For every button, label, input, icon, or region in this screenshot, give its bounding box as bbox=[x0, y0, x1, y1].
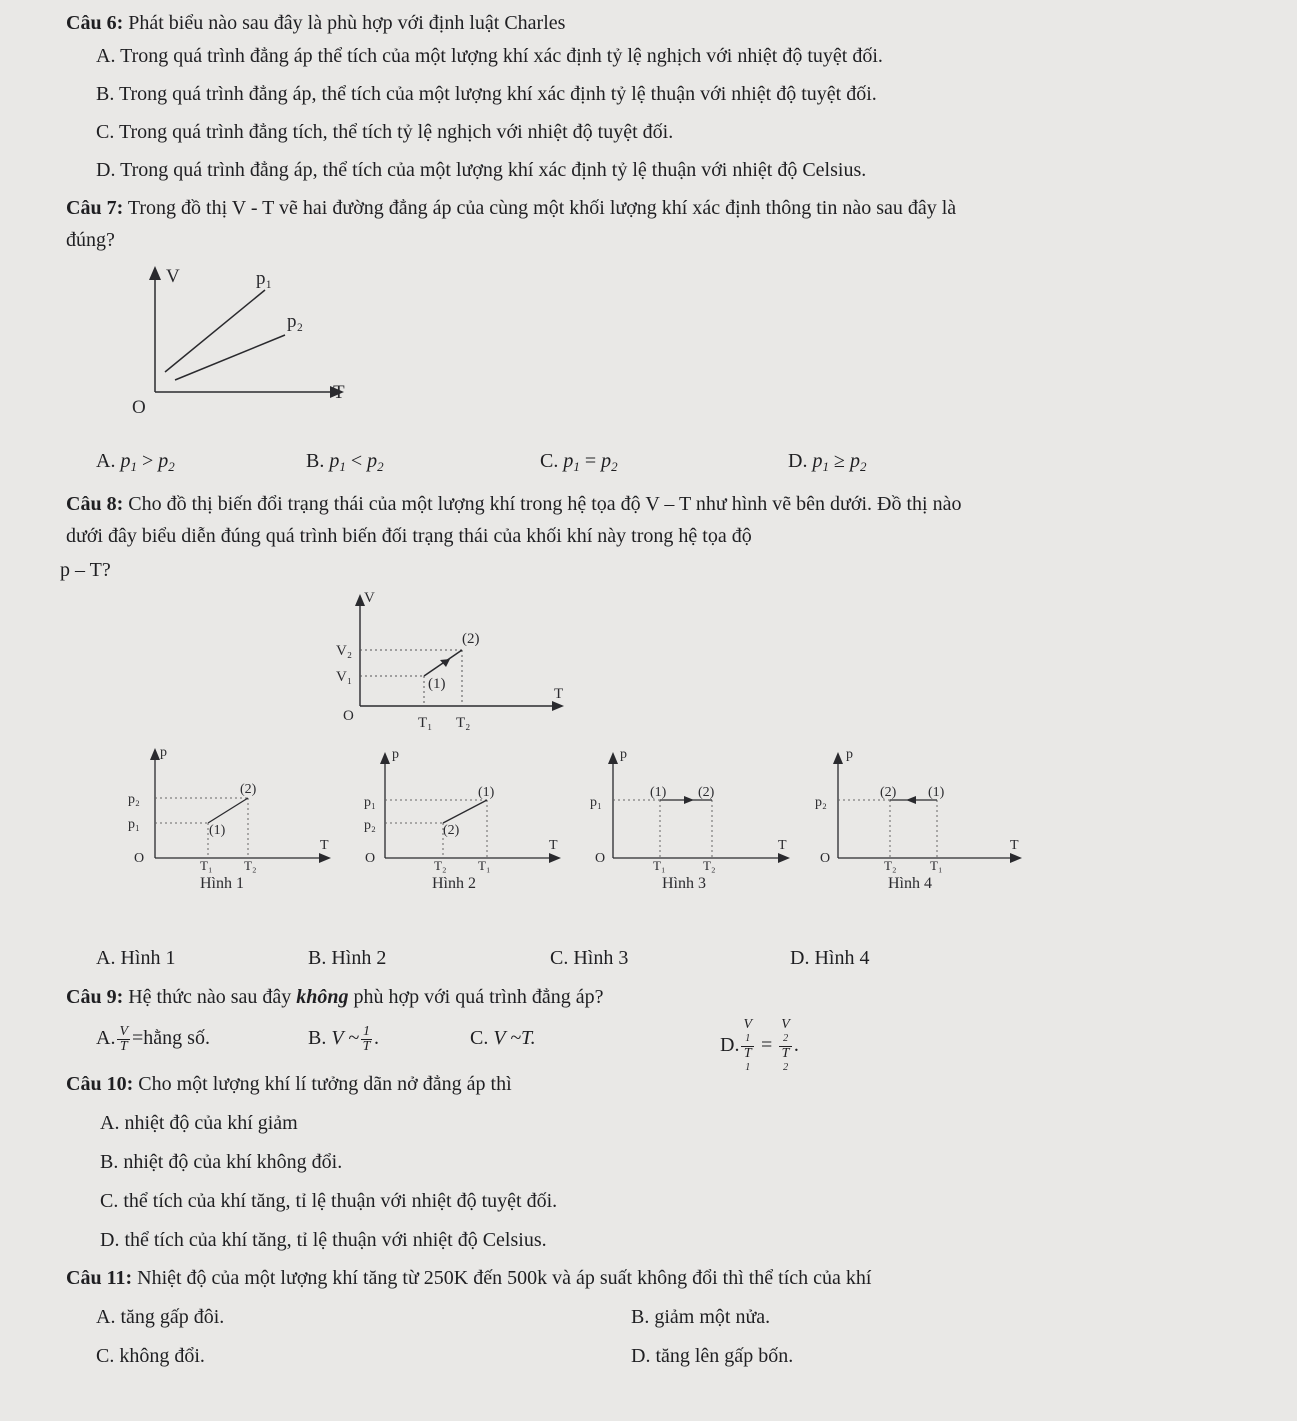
q6-option-a[interactable]: A. Trong quá trình đẳng áp thể tích của một lượng khí xác định tỷ lệ nghịch với nhiệt độ tuyệt đối. bbox=[96, 45, 883, 67]
svg-text:O: O bbox=[595, 851, 606, 866]
svg-text:p: p bbox=[620, 747, 627, 762]
svg-text:(2): (2) bbox=[698, 785, 715, 800]
q8-option-c[interactable]: C. Hình 3 bbox=[550, 947, 629, 969]
q8-figure-2-caption: Hình 2 bbox=[432, 875, 476, 892]
svg-text:p₂: p₂ bbox=[364, 818, 376, 833]
q10-option-d[interactable]: D. thể tích của khí tăng, tỉ lệ thuận với nhiệt độ Celsius. bbox=[100, 1229, 547, 1251]
q6-number: Câu 6: bbox=[66, 12, 124, 34]
svg-text:T₁: T₁ bbox=[200, 858, 213, 873]
svg-text:T₁: T₁ bbox=[930, 858, 943, 873]
q9-option-c[interactable]: C. V ~T. bbox=[470, 1027, 536, 1049]
q11-option-d[interactable]: D. tăng lên gấp bốn. bbox=[631, 1345, 794, 1367]
q11-number: Câu 11: bbox=[66, 1267, 133, 1289]
q7-text-line1: Trong đồ thị V - T vẽ hai đường đẳng áp của cùng một khối lượng khí xác định thông tin nào sau đây là bbox=[127, 197, 957, 219]
svg-text:T: T bbox=[549, 838, 558, 853]
q8-text-line1: Cho đồ thị biến đổi trạng thái của một lượng khí trong hệ tọa độ V – T như hình vẽ bên dưới. Đồ thị nào bbox=[128, 493, 962, 515]
q7-v-label: V bbox=[166, 266, 180, 287]
q6-option-c[interactable]: C. Trong quá trình đẳng tích, thể tích tỷ lệ nghịch với nhiệt độ tuyệt đối. bbox=[96, 121, 674, 143]
q8-figure-1-caption: Hình 1 bbox=[200, 875, 244, 892]
svg-text:p: p bbox=[846, 747, 853, 762]
q8-option-b[interactable]: B. Hình 2 bbox=[308, 947, 387, 969]
svg-text:(2): (2) bbox=[443, 823, 460, 838]
q8-text-line2: dưới đây biểu diễn đúng quá trình biến đối trạng thái của khối khí này trong hệ tọa độ bbox=[66, 525, 752, 547]
svg-text:p₁: p₁ bbox=[128, 817, 140, 832]
q9-number: Câu 9: bbox=[66, 986, 124, 1008]
q11-option-c[interactable]: C. không đổi. bbox=[96, 1345, 205, 1367]
svg-text:O: O bbox=[365, 851, 376, 866]
svg-text:O: O bbox=[134, 851, 145, 866]
q10-number: Câu 10: bbox=[66, 1073, 134, 1095]
q7-option-b[interactable]: B. $p_1 < p_2$ bbox=[306, 450, 384, 474]
svg-text:T₂: T₂ bbox=[456, 715, 471, 731]
svg-text:T: T bbox=[1010, 838, 1019, 853]
svg-text:T₂: T₂ bbox=[434, 858, 447, 873]
svg-text:p₁: p₁ bbox=[364, 795, 376, 810]
svg-text:V: V bbox=[364, 590, 375, 606]
q7-t-label: T bbox=[333, 382, 345, 403]
q9-option-a[interactable]: A. $\frac{V}{T}$ =hằng số. bbox=[96, 1023, 210, 1054]
svg-text:T: T bbox=[320, 838, 329, 853]
q7-p2-label: p₂ bbox=[287, 311, 304, 332]
svg-text:(2): (2) bbox=[880, 785, 897, 800]
q7-option-c[interactable]: C. $p_1 = p_2$ bbox=[540, 450, 618, 474]
svg-text:(2): (2) bbox=[462, 631, 480, 647]
svg-text:T₁: T₁ bbox=[418, 715, 433, 731]
svg-text:p₂: p₂ bbox=[815, 795, 827, 810]
q7-p1-label: p₁ bbox=[256, 268, 273, 289]
q9-option-d[interactable]: D. V 1 T 1 = V 2 T 2 . bbox=[720, 1017, 799, 1073]
svg-text:p₁: p₁ bbox=[590, 795, 602, 810]
q8-figure-4-caption: Hình 4 bbox=[888, 875, 932, 892]
q6-option-d[interactable]: D. Trong quá trình đẳng áp, thể tích của một lượng khí xác định tỷ lệ thuận với nhiệt độ Celsius. bbox=[96, 159, 867, 181]
q10-option-a[interactable]: A. nhiệt độ của khí giảm bbox=[100, 1112, 298, 1134]
svg-text:(1): (1) bbox=[478, 785, 495, 800]
q7-text-line2: đúng? bbox=[66, 229, 115, 251]
svg-text:(2): (2) bbox=[240, 782, 257, 797]
svg-text:O: O bbox=[343, 708, 354, 724]
svg-text:T: T bbox=[778, 838, 787, 853]
svg-text:(1): (1) bbox=[928, 785, 945, 800]
svg-text:(1): (1) bbox=[650, 785, 667, 800]
svg-text:p: p bbox=[160, 745, 167, 760]
svg-text:T₂: T₂ bbox=[244, 858, 257, 873]
svg-text:(1): (1) bbox=[209, 823, 226, 838]
q6-option-b[interactable]: B. Trong quá trình đẳng áp, thể tích của một lượng khí xác định tỷ lệ thuận với nhiệt độ tuyệt đối. bbox=[96, 83, 877, 105]
q7-origin-label: O bbox=[132, 397, 146, 418]
svg-text:T₂: T₂ bbox=[884, 858, 897, 873]
q8-text-line3: p – T? bbox=[60, 559, 111, 581]
svg-text:V₂: V₂ bbox=[336, 643, 353, 659]
svg-text:T₁: T₁ bbox=[653, 858, 666, 873]
svg-text:(1): (1) bbox=[428, 676, 446, 692]
q7-option-d[interactable]: D. $p_1 \ge p_2$ bbox=[788, 450, 867, 474]
q8-option-a[interactable]: A. Hình 1 bbox=[96, 947, 176, 969]
q11-option-a[interactable]: A. tăng gấp đôi. bbox=[96, 1306, 225, 1328]
svg-text:T₁: T₁ bbox=[478, 858, 491, 873]
q10-option-c[interactable]: C. thể tích của khí tăng, tỉ lệ thuận với nhiệt độ tuyệt đối. bbox=[100, 1190, 558, 1212]
q8-number: Câu 8: bbox=[66, 493, 124, 515]
svg-text:T₂: T₂ bbox=[703, 858, 716, 873]
q8-figure-3-caption: Hình 3 bbox=[662, 875, 706, 892]
q7-number: Câu 7: bbox=[66, 197, 124, 219]
svg-text:p₂: p₂ bbox=[128, 792, 140, 807]
svg-text:p: p bbox=[392, 747, 399, 762]
q11-question: Câu 11: Nhiệt độ của một lượng khí tăng từ 250K đến 500k và áp suất không đổi thì thể tích của khí bbox=[66, 1267, 872, 1289]
q6-text: Phát biểu nào sau đây là phù hợp với định luật Charles bbox=[128, 12, 566, 34]
q9-question: Câu 9: Hệ thức nào sau đây không phù hợp với quá trình đẳng áp? bbox=[66, 986, 604, 1008]
q9-emphasis: không bbox=[296, 986, 349, 1008]
svg-text:T: T bbox=[554, 686, 564, 702]
svg-text:O: O bbox=[820, 851, 831, 866]
q11-option-b[interactable]: B. giảm một nửa. bbox=[631, 1306, 771, 1328]
svg-text:V₁: V₁ bbox=[336, 669, 353, 685]
q8-option-d[interactable]: D. Hình 4 bbox=[790, 947, 870, 969]
q10-option-b[interactable]: B. nhiệt độ của khí không đổi. bbox=[100, 1151, 343, 1173]
q9-option-b[interactable]: B. V ~ $\frac{1}{T}$ . bbox=[308, 1023, 380, 1054]
q10-question: Câu 10: Cho một lượng khí lí tưởng dãn nở đẳng áp thì bbox=[66, 1073, 512, 1095]
q7-option-a[interactable]: A. $p_1 > p_2$ bbox=[96, 450, 175, 474]
